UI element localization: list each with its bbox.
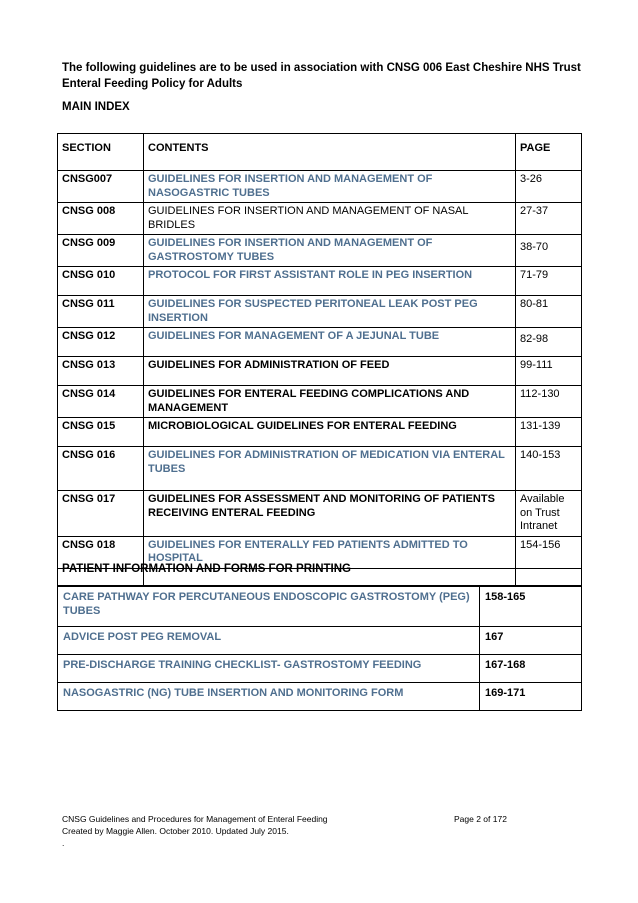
form-page: 167-168 xyxy=(480,655,582,683)
table-row xyxy=(58,328,582,357)
page-range: 99-111 xyxy=(516,357,582,386)
contents-link[interactable]: GUIDELINES FOR MANAGEMENT OF A JEJUNAL TUBE xyxy=(144,328,516,357)
section-code: CNSG 015 xyxy=(58,418,144,447)
table-header-row xyxy=(58,134,582,171)
main-index-table xyxy=(57,133,582,586)
section-code: CNSG007 xyxy=(58,171,144,203)
page-range: Available on Trust Intranet xyxy=(516,491,582,537)
contents-link[interactable]: GUIDELINES FOR SUSPECTED PERITONEAL LEAK POST PEG INSERTION xyxy=(144,296,516,328)
table-row xyxy=(58,235,582,267)
page-range: 131-139 xyxy=(516,418,582,447)
main-index-heading: MAIN INDEX xyxy=(62,101,130,113)
form-title-link[interactable]: ADVICE POST PEG REMOVAL xyxy=(58,627,480,655)
section-code: CNSG 016 xyxy=(58,447,144,491)
page-range: 71-79 xyxy=(516,267,582,296)
form-page: 169-171 xyxy=(480,683,582,711)
table-row xyxy=(58,491,582,537)
table-row xyxy=(58,447,582,491)
patient-info-heading: PATIENT INFORMATION AND FORMS FOR PRINTING xyxy=(62,563,351,575)
section-code: CNSG 009 xyxy=(58,235,144,267)
section-code: CNSG 018 xyxy=(58,536,144,568)
form-page: 167 xyxy=(480,627,582,655)
table-row xyxy=(58,418,582,447)
form-page: 158-165 xyxy=(480,587,582,627)
contents-link[interactable]: GUIDELINES FOR INSERTION AND MANAGEMENT OF NASOGASTRIC TUBES xyxy=(144,171,516,203)
page-range: 82-98 xyxy=(516,328,582,357)
page-range: 140-153 xyxy=(516,447,582,491)
header-page: PAGE xyxy=(516,134,582,171)
contents-text: MICROBIOLOGICAL GUIDELINES FOR ENTERAL FEEDING xyxy=(144,418,516,447)
page-range: 38-70 xyxy=(516,235,582,267)
table-row xyxy=(58,203,582,235)
contents-link[interactable]: GUIDELINES FOR INSERTION AND MANAGEMENT OF GASTROSTOMY TUBES xyxy=(144,235,516,267)
form-row xyxy=(58,587,582,627)
form-row xyxy=(58,655,582,683)
intro-text: The following guidelines are to be used in association with CNSG 006 East Cheshire NHS Trust Enteral Feeding Policy for Adults xyxy=(62,62,581,90)
empty-cell xyxy=(516,568,582,585)
footer-document-title: CNSG Guidelines and Procedures for Management of Enteral Feeding xyxy=(62,814,328,824)
section-code: CNSG 017 xyxy=(58,491,144,537)
table-row xyxy=(58,267,582,296)
form-row xyxy=(58,627,582,655)
contents-text: GUIDELINES FOR ADMINISTRATION OF FEED xyxy=(144,357,516,386)
forms-table xyxy=(57,586,582,711)
page-range: 3-26 xyxy=(516,171,582,203)
form-title-link[interactable]: PRE-DISCHARGE TRAINING CHECKLIST- GASTROSTOMY FEEDING xyxy=(58,655,480,683)
footer-dot: . xyxy=(62,838,65,848)
table-row xyxy=(58,171,582,203)
page-range: 27-37 xyxy=(516,203,582,235)
form-title-link[interactable]: CARE PATHWAY FOR PERCUTANEOUS ENDOSCOPIC GASTROSTOMY (PEG) TUBES xyxy=(58,587,480,627)
contents-text: GUIDELINES FOR ENTERAL FEEDING COMPLICATIONS AND MANAGEMENT xyxy=(144,386,516,418)
table-row xyxy=(58,357,582,386)
form-title-link[interactable]: NASOGASTRIC (NG) TUBE INSERTION AND MONITORING FORM xyxy=(58,683,480,711)
contents-link[interactable]: PROTOCOL FOR FIRST ASSISTANT ROLE IN PEG INSERTION xyxy=(144,267,516,296)
contents-text: GUIDELINES FOR ASSESSMENT AND MONITORING OF PATIENTS RECEIVING ENTERAL FEEDING xyxy=(144,491,516,537)
page-range: 80-81 xyxy=(516,296,582,328)
section-code: CNSG 012 xyxy=(58,328,144,357)
contents-link[interactable]: GUIDELINES FOR ADMINISTRATION OF MEDICATION VIA ENTERAL TUBES xyxy=(144,447,516,491)
section-code: CNSG 014 xyxy=(58,386,144,418)
section-code: CNSG 008 xyxy=(58,203,144,235)
header-contents: CONTENTS xyxy=(144,134,516,171)
contents-text: GUIDELINES FOR INSERTION AND MANAGEMENT OF NASAL BRIDLES xyxy=(144,203,516,235)
section-code: CNSG 011 xyxy=(58,296,144,328)
page-footer xyxy=(62,813,522,849)
page-range: 154-156 xyxy=(516,536,582,568)
contents-link[interactable]: GUIDELINES FOR ENTERALLY FED PATIENTS ADMITTED TO HOSPITAL xyxy=(144,536,516,568)
table-row xyxy=(58,296,582,328)
section-code: CNSG 013 xyxy=(58,357,144,386)
form-row xyxy=(58,683,582,711)
header-section: SECTION xyxy=(58,134,144,171)
footer-page-number: Page 2 of 172 xyxy=(454,814,507,824)
table-row xyxy=(58,386,582,418)
page-range: 112-130 xyxy=(516,386,582,418)
section-code: CNSG 010 xyxy=(58,267,144,296)
footer-author-line: Created by Maggie Allen. October 2010. Updated July 2015. xyxy=(62,826,289,836)
